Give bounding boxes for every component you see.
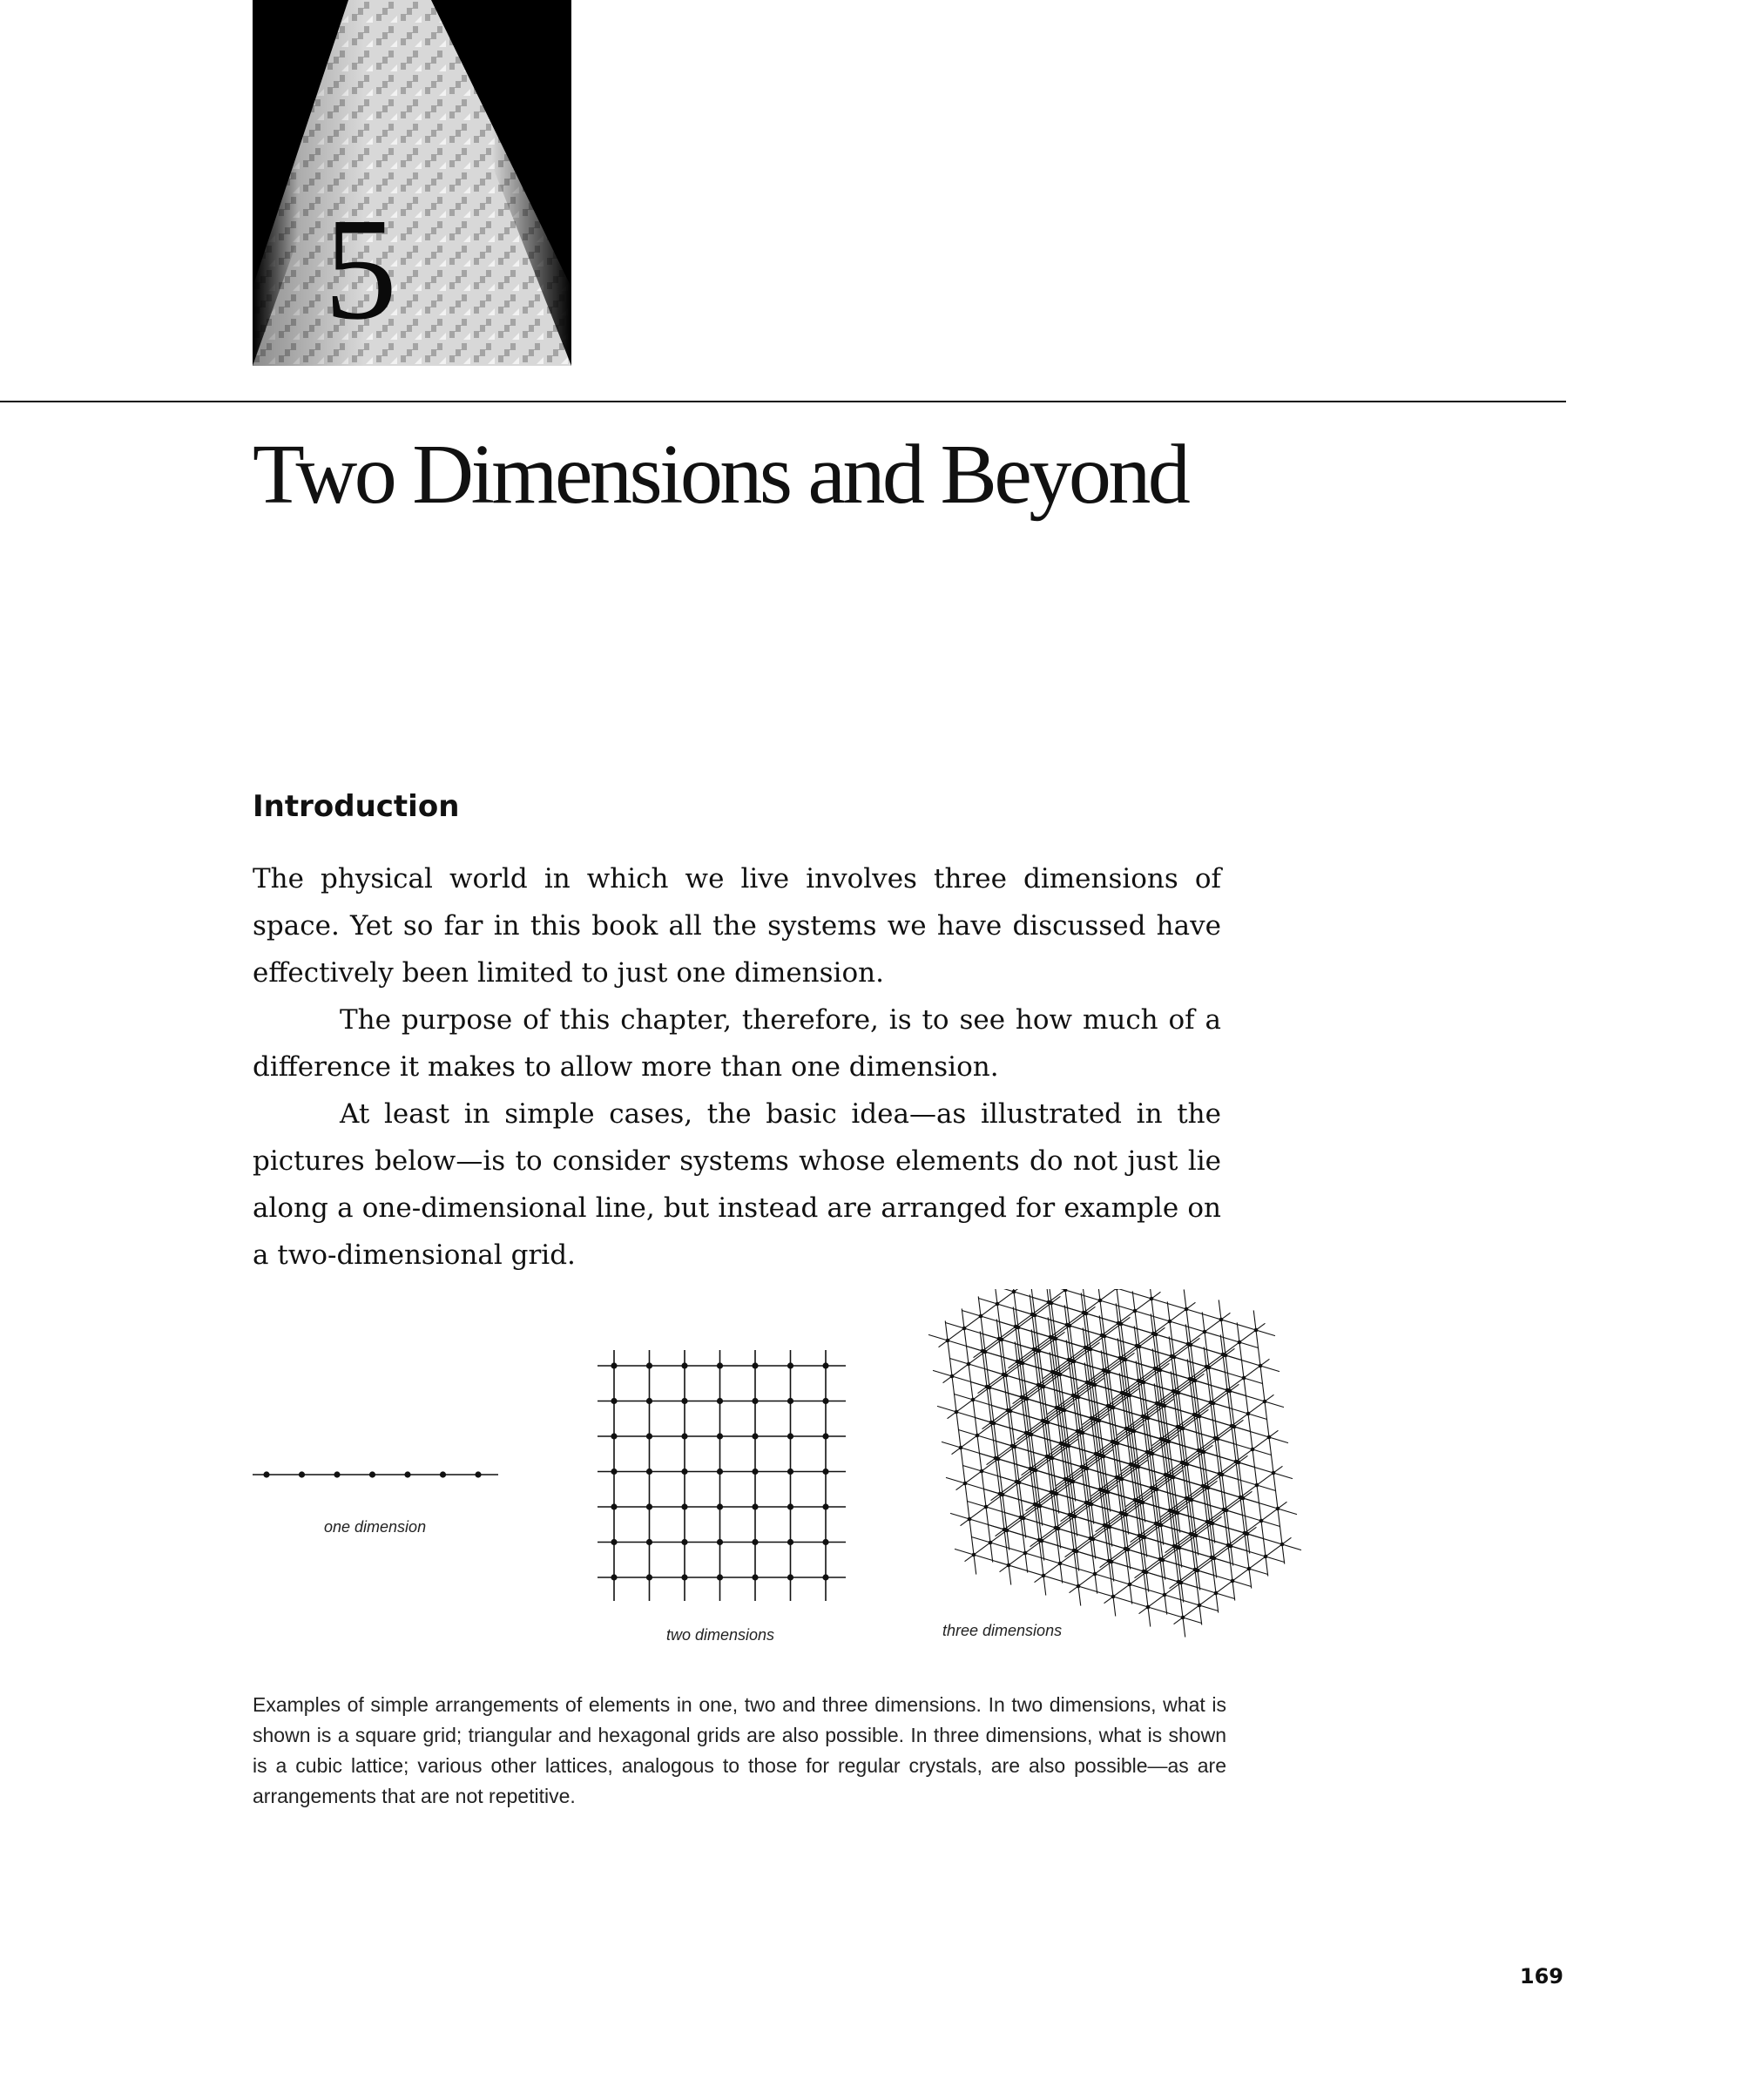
lattice-node	[1193, 1568, 1198, 1572]
lattice-node	[962, 1327, 967, 1331]
lattice-node	[752, 1433, 758, 1439]
lattice-node	[1185, 1307, 1189, 1312]
lattice-node	[681, 1433, 687, 1439]
lattice-node	[1050, 1490, 1054, 1495]
lattice-node	[1154, 1522, 1158, 1526]
lattice-node	[1177, 1580, 1181, 1584]
lattice-node	[717, 1469, 723, 1475]
lattice-node	[963, 1482, 968, 1486]
lattice-node	[681, 1398, 687, 1404]
lattice-node	[1218, 1472, 1222, 1476]
lattice-node	[1124, 1427, 1129, 1431]
lattice-node	[950, 1374, 955, 1379]
lattice-node	[1002, 1373, 1006, 1377]
lattice-node	[1210, 1556, 1214, 1560]
lattice-node	[681, 1503, 687, 1509]
lattice-node	[1209, 1401, 1213, 1405]
lattice-node	[1054, 1526, 1058, 1530]
lattice-node	[1003, 1528, 1007, 1532]
paragraph: The purpose of this chapter, therefore, is to see how much of a difference it makes to allow more than one dimension.	[253, 1004, 1221, 1083]
lattice-node	[440, 1471, 446, 1477]
lattice-line	[1079, 1289, 1111, 1512]
lattice-node	[646, 1539, 652, 1545]
lattice-node	[1159, 1437, 1164, 1442]
lattice-node	[681, 1574, 687, 1580]
lattice-node	[1158, 1557, 1163, 1562]
lattice-node	[1084, 1501, 1089, 1505]
lattice-node	[1219, 1318, 1224, 1322]
lattice-node	[1141, 1415, 1145, 1419]
lattice-node	[1010, 1444, 1015, 1448]
section-heading: Introduction	[253, 789, 460, 824]
lattice-node	[1259, 1364, 1263, 1368]
lattice-node	[787, 1469, 793, 1475]
lattice-node	[1254, 1328, 1259, 1333]
lattice-node	[1176, 1425, 1180, 1429]
lattice-node	[475, 1471, 481, 1477]
lattice-node	[611, 1398, 617, 1404]
lattice-node	[299, 1471, 305, 1477]
lattice-node	[1012, 1290, 1016, 1294]
lattice-node	[1023, 1551, 1028, 1556]
lattice-node	[1231, 1579, 1235, 1583]
lattice-node	[1267, 1435, 1272, 1440]
chapter-title: Two Dimensions and Beyond	[253, 428, 1188, 522]
lattice-node	[1102, 1368, 1106, 1373]
lattice-node	[1168, 1509, 1172, 1513]
lattice-node	[1055, 1406, 1059, 1410]
lattice-node	[1093, 1572, 1097, 1577]
lattice-node	[822, 1469, 828, 1475]
lattice-node	[1071, 1394, 1076, 1398]
lattice-node	[1189, 1532, 1193, 1536]
lattice-node	[752, 1539, 758, 1545]
lattice-node	[1201, 1484, 1205, 1489]
lattice-node	[955, 1410, 959, 1415]
figure-drawing	[0, 1289, 1742, 1664]
lattice-node	[822, 1539, 828, 1545]
lattice-node	[1272, 1471, 1276, 1475]
two-dimension-diagram	[598, 1350, 846, 1601]
lattice-node	[1119, 1511, 1124, 1516]
lattice-node	[1050, 1370, 1055, 1374]
lattice-node	[1221, 1353, 1225, 1357]
lattice-node	[1063, 1477, 1068, 1482]
lattice-node	[1186, 1342, 1191, 1347]
lattice-node	[1094, 1452, 1098, 1456]
lattice-node	[997, 1337, 1002, 1341]
lattice-node	[1103, 1523, 1107, 1528]
lattice-node	[1230, 1424, 1234, 1428]
lattice-node	[1007, 1563, 1011, 1568]
lattice-node	[1214, 1591, 1219, 1596]
one-dimension-diagram	[253, 1471, 498, 1477]
lattice-node	[1067, 1358, 1071, 1362]
lattice-node	[404, 1471, 410, 1477]
lattice-node	[752, 1398, 758, 1404]
lattice-node	[1168, 1320, 1172, 1324]
lattice-node	[994, 1456, 998, 1461]
lattice-node	[334, 1471, 340, 1477]
lattice-node	[681, 1539, 687, 1545]
lattice-node	[646, 1469, 652, 1475]
lattice-node	[1042, 1574, 1046, 1578]
paragraph: The physical world in which we live involves three dimensions of space. Yet so far in this book all the systems we have discussed have effectively been limited to just one dimension.	[253, 863, 1221, 989]
lattice-node	[1068, 1513, 1072, 1517]
lattice-node	[1246, 1412, 1251, 1416]
lattice-node	[611, 1539, 617, 1545]
lattice-node	[1106, 1404, 1111, 1408]
lattice-node	[1251, 1448, 1255, 1452]
lattice-node	[1185, 1496, 1189, 1501]
lattice-node	[1242, 1376, 1246, 1381]
lattice-node	[1082, 1311, 1086, 1315]
lattice-node	[717, 1574, 723, 1580]
lattice-node	[611, 1503, 617, 1509]
label-one-dimension: one dimension	[324, 1518, 427, 1536]
lattice-node	[646, 1362, 652, 1368]
lattice-node	[1137, 1379, 1141, 1383]
lattice-node	[717, 1539, 723, 1545]
lattice-node	[1163, 1593, 1167, 1597]
lattice-node	[984, 1505, 989, 1509]
lattice-node	[1138, 1534, 1142, 1538]
lattice-node	[1080, 1465, 1084, 1469]
lattice-node	[1172, 1544, 1177, 1549]
lattice-node	[1171, 1389, 1176, 1394]
lattice-node	[1247, 1567, 1252, 1571]
lattice-node	[1120, 1391, 1124, 1395]
lattice-node	[1032, 1347, 1036, 1352]
lattice-node	[1006, 1408, 1010, 1413]
lattice-node	[1089, 1536, 1093, 1541]
lattice-node	[968, 1517, 972, 1522]
lattice-node	[646, 1503, 652, 1509]
lattice-node	[717, 1503, 723, 1509]
lattice-node	[1164, 1473, 1168, 1477]
lattice-node	[1234, 1460, 1239, 1464]
lattice-node	[369, 1471, 375, 1477]
chapter-number: 5	[324, 188, 397, 350]
lattice-node	[717, 1433, 723, 1439]
lattice-node	[1238, 1340, 1242, 1345]
page-number: 169	[1519, 1964, 1563, 1989]
lattice-node	[1213, 1436, 1218, 1441]
lattice-node	[1098, 1488, 1103, 1492]
lattice-node	[1222, 1508, 1226, 1512]
lattice-node	[1146, 1605, 1151, 1610]
body-text	[253, 855, 1221, 1279]
lattice-node	[1276, 1507, 1280, 1511]
lattice-node	[822, 1503, 828, 1509]
lattice-node	[822, 1433, 828, 1439]
lattice-node	[1016, 1360, 1020, 1364]
lattice-node	[787, 1398, 793, 1404]
lattice-node	[1072, 1549, 1077, 1553]
lattice-node	[1100, 1334, 1104, 1338]
lattice-node	[1239, 1496, 1243, 1500]
lattice-node	[1205, 1365, 1209, 1369]
lattice-node	[1181, 1616, 1185, 1620]
lattice-node	[717, 1398, 723, 1404]
lattice-node	[611, 1433, 617, 1439]
lattice-node	[1153, 1367, 1158, 1371]
lattice-node	[1133, 1498, 1138, 1502]
chapter-rule	[0, 401, 1566, 402]
lattice-node	[681, 1362, 687, 1368]
lattice-node	[989, 1421, 994, 1425]
lattice-node	[1198, 1604, 1202, 1608]
lattice-node	[1024, 1431, 1029, 1435]
lattice-node	[681, 1469, 687, 1475]
lattice-node	[822, 1362, 828, 1368]
lattice-node	[971, 1398, 976, 1402]
lattice-node	[1243, 1531, 1247, 1536]
lattice-node	[1124, 1547, 1128, 1551]
lattice-node	[1135, 1344, 1139, 1348]
lattice-node	[976, 1434, 980, 1438]
lattice-node	[787, 1362, 793, 1368]
lattice-node	[787, 1539, 793, 1545]
lattice-node	[752, 1503, 758, 1509]
lattice-node	[646, 1398, 652, 1404]
lattice-node	[1014, 1325, 1018, 1329]
label-two-dimensions: two dimensions	[666, 1626, 775, 1644]
lattice-node	[996, 1302, 1000, 1307]
lattice-node	[752, 1469, 758, 1475]
lattice-node	[1058, 1562, 1063, 1566]
lattice-node	[959, 1446, 963, 1450]
lattice-line	[1028, 1289, 1059, 1514]
lattice-node	[1037, 1538, 1042, 1543]
lattice-node	[998, 1492, 1003, 1496]
lattice-node	[979, 1314, 983, 1319]
lattice-node	[1111, 1595, 1116, 1599]
lattice-node	[985, 1385, 989, 1389]
lattice-node	[1197, 1448, 1201, 1453]
lattice-node	[1280, 1543, 1285, 1547]
lattice-node	[611, 1469, 617, 1475]
lattice-node	[1145, 1450, 1150, 1455]
lattice-node	[263, 1471, 269, 1477]
lattice-node	[1115, 1475, 1119, 1480]
paragraph: At least in simple cases, the basic idea—as illustrated in the pictures below—is to consider systems whose elements do not just lie along a one-dimensional line, but instead are arranged for example on a two-dimensional grid.	[253, 1098, 1221, 1271]
lattice-node	[1118, 1356, 1123, 1361]
lattice-node	[1059, 1442, 1063, 1446]
lattice-node	[980, 1469, 984, 1474]
lattice-node	[1155, 1401, 1159, 1406]
lattice-node	[752, 1362, 758, 1368]
lattice-node	[1098, 1299, 1103, 1303]
three-dimension-diagram	[928, 1289, 1301, 1637]
lattice-node	[1015, 1480, 1019, 1484]
lattice-node	[1029, 1467, 1033, 1471]
lattice-node	[752, 1574, 758, 1580]
lattice-node	[787, 1574, 793, 1580]
lattice-node	[1084, 1346, 1088, 1350]
lattice-node	[1133, 1309, 1138, 1313]
lattice-node	[1077, 1584, 1081, 1589]
lattice-node	[822, 1574, 828, 1580]
lattice-node	[1049, 1335, 1053, 1340]
lattice-node	[1047, 1300, 1051, 1305]
lattice-node	[822, 1398, 828, 1404]
lattice-node	[1188, 1377, 1192, 1381]
lattice-node	[1192, 1413, 1197, 1417]
lattice-node	[989, 1541, 993, 1545]
lattice-node	[611, 1574, 617, 1580]
lattice-node	[1036, 1383, 1041, 1388]
lattice-node	[717, 1362, 723, 1368]
label-three-dimensions: three dimensions	[942, 1622, 1063, 1639]
lattice-node	[1117, 1321, 1121, 1326]
lattice-node	[1041, 1419, 1045, 1423]
lattice-node	[1111, 1440, 1115, 1444]
lattice-node	[1128, 1583, 1132, 1587]
lattice-node	[981, 1349, 985, 1354]
lattice-node	[1030, 1313, 1035, 1317]
lattice-node	[946, 1339, 950, 1343]
lattice-node	[1150, 1297, 1154, 1301]
lattice-node	[1150, 1486, 1154, 1490]
lattice-node	[972, 1553, 976, 1557]
lattice-node	[646, 1433, 652, 1439]
lattice-node	[1170, 1354, 1174, 1359]
lattice-node	[1020, 1395, 1024, 1400]
lattice-node	[1033, 1502, 1037, 1507]
lattice-node	[1065, 1323, 1070, 1327]
lattice-node	[1255, 1483, 1259, 1488]
lattice-node	[1263, 1400, 1267, 1404]
lattice-node	[1076, 1429, 1080, 1434]
lattice-node	[1045, 1455, 1050, 1459]
lattice-node	[1090, 1416, 1094, 1421]
lattice-node	[787, 1503, 793, 1509]
lattice-node	[1142, 1570, 1146, 1574]
dimensions-figure	[0, 1289, 1742, 1664]
lattice-node	[611, 1362, 617, 1368]
lattice-node	[1107, 1559, 1111, 1563]
lattice-node	[1085, 1381, 1090, 1385]
lattice-node	[787, 1433, 793, 1439]
lattice-node	[646, 1574, 652, 1580]
lattice-node	[1203, 1330, 1207, 1334]
lattice-node	[1180, 1461, 1185, 1465]
lattice-node	[1264, 1555, 1268, 1559]
lattice-node	[1129, 1462, 1133, 1467]
chapter-number-tile	[253, 0, 571, 366]
figure-caption: Examples of simple arrangements of elements in one, two and three dimensions. In two dimensions, what is shown is a square grid; triangular and hexagonal grids are also possible. In three dimensions, what is shown is a cubic lattice; various other lattices, analogous to those for regular crystals, are also possible—as are arrangements that are not repetitive.	[253, 1693, 1226, 1807]
lattice-node	[1226, 1543, 1231, 1548]
lattice-node	[967, 1362, 971, 1367]
lattice-node	[1151, 1332, 1156, 1336]
lattice-node	[1205, 1520, 1210, 1524]
lattice-node	[1259, 1519, 1264, 1523]
lattice-node	[1019, 1516, 1023, 1520]
lattice-node	[1225, 1388, 1230, 1393]
